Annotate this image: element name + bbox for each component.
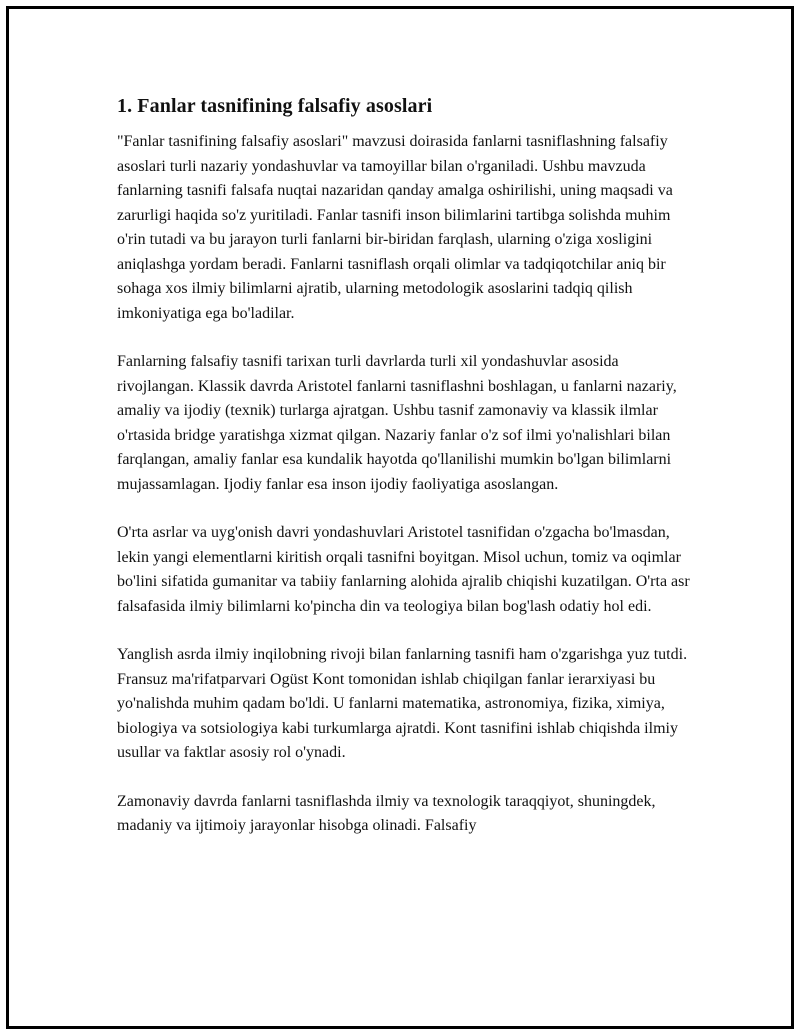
paragraph-2: Fanlarning falsafiy tasnifi tarixan turli davrlarda turli xil yondashuvlar asosida rivojlangan. Klassik davrda Aristotel fanlarni tasniflashni boshlagan, u fanlarni nazariy, amaliy va ijodiy (texnik) turlarga ajratgan. Ushbu tasnif zamonaviy va klassik ilmlar o'rtasida bridge yaratishga xizmat qilgan. Nazariy fanlar o'z sof ilmi yo'nalishlari bilan farqlangan, amaliy fanlar esa kundalik hayotda qo'llanilishi mumkin bo'lgan bilimlarni mujassamlagan. Ijodiy fanlar esa inson ijodiy faoliyatiga asoslangan.	[117, 353, 677, 493]
paragraph-1: "Fanlar tasnifining falsafiy asoslari" mavzusi doirasida fanlarni tasniflashning falsafiy asoslari turli nazariy yondashuvlar va tamoyillar bilan o'rganiladi. Ushbu mavzuda fanlarning tasnifi falsafa nuqtai nazaridan qanday amalga oshirilishi, uning maqsadi va zarurligi haqida so'z yuritiladi. Fanlar tasnifi inson bilimlarini tartibga solishda muhim o'rin tutadi va bu jarayon turli fanlarni bir-biridan farqlash, ularning o'ziga xosligini aniqlashga yordam beradi. Fanlarni tasniflash orqali olimlar va tadqiqotchilar aniq bir sohaga xos ilmiy bilimlarni ajratib, ularning metodologik asoslarini tadqiq qilish imkoniyatiga ega bo'ladilar.	[117, 133, 673, 322]
paragraph-4: Yanglish asrda ilmiy inqilobning rivoji bilan fanlarning tasnifi ham o'zgarishga yuz tutdi. Fransuz ma'rifatparvari Ogüst Kont tomonidan ishlab chiqilgan fanlar ierarxiyasi bu yo'nalishda muhim qadam bo'ldi. U fanlarni matematika, astronomiya, fizika, ximiya, biologiya va sotsiologiya kabi turkumlarga ajratdi. Kont tasnifini ishlab chiqishda ilmiy usullar va faktlar asosiy rol o'ynadi.	[117, 646, 688, 761]
document-body	[117, 92, 697, 863]
section-title: 1. Fanlar tasnifining falsafiy asoslari	[117, 95, 433, 117]
paragraph-5: Zamonaviy davrda fanlarni tasniflashda ilmiy va texnologik taraqqiyot, shuningdek, madaniy va ijtimoiy jarayonlar hisobga olinadi. Falsafiy	[117, 792, 656, 834]
paragraph-3: O'rta asrlar va uyg'onish davri yondashuvlari Aristotel tasnifidan o'zgacha bo'lmasdan, lekin yangi elementlarni kiritish orqali tasnifni boyitgan. Misol uchun, tomiz va oqimlar bo'lini sifatida gumanitar va tabiiy fanlarning alohida ajralib chiqishi kuzatilgan. O'rta asr falsafasida ilmiy bilimlarni ko'pincha din va teologiya bilan bog'lash odatiy hol edi.	[117, 524, 690, 615]
